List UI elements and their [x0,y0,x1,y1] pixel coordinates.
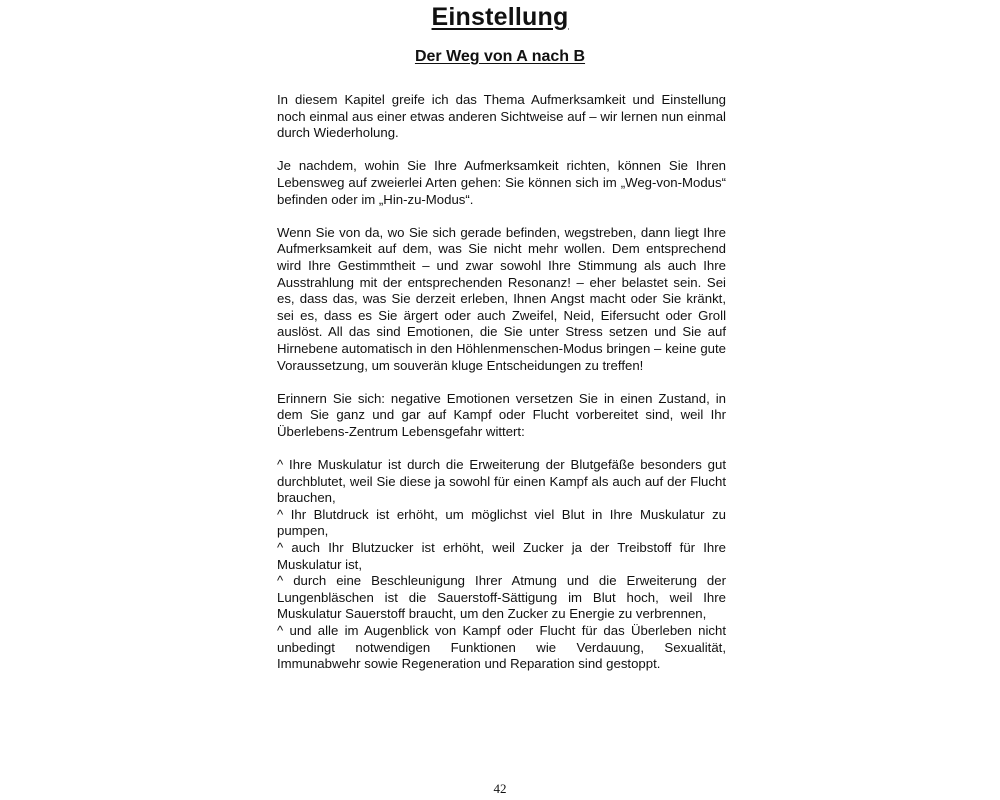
body-text [277,92,726,673]
list-item: ^ Ihr Blutdruck ist erhöht, um möglichst viel Blut in Ihre Muskulatur zu pumpen, [277,506,726,539]
section-subtitle: Der Weg von A nach B [414,48,586,65]
list-item: ^ durch eine Beschleunigung Ihrer Atmung und die Erweiterung der Lungenbläschen ist die Sauerstoff-Sättigung im Blut hoch, weil Ihre Muskulatur Sauerstoff braucht, um den Zucker zu Energie zu verbrennen, [277,573,726,622]
paragraph-weg-von: Wenn Sie von da, wo Sie sich gerade befinden, wegstreben, dann liegt Ihre Aufmerksamkeit auf dem, was Sie nicht mehr wollen. Dem entsprechend wird Ihre Gestimmtheit – und zwar sowohl Ihre Stimmung als auch Ihre Ausstrahlung mit der entsprechenden Resonanz! – eher belastet sein. Sei es, dass das, was Sie derzeit erleben, Ihnen Angst macht oder Sie kränkt, sei es, dass es Sie ärgert oder auch Zweifel, Neid, Eifersucht oder Groll auslöst. All das sind Emotionen, die Sie unter Stress setzen und Sie auf Hirnebene automatisch in den Höhlenmenschen-Modus bringen – keine gute Voraussetzung, um souverän kluge Entscheidungen zu treffen! [277,224,726,373]
paragraph-modes: Je nachdem, wohin Sie Ihre Aufmerksamkeit richten, können Sie Ihren Lebensweg auf zweierlei Arten gehen: Sie können sich im „Weg-von-Modus“ befinden oder im „Hin-zu-Modus“. [277,158,726,207]
paragraph-reminder: Erinnern Sie sich: negative Emotionen versetzen Sie in einen Zustand, in dem Sie ganz und gar auf Kampf oder Flucht vorbereitet sind, weil Ihr Überlebens-Zentrum Lebensgefahr wittert: [277,390,726,439]
list-item: ^ auch Ihr Blutzucker ist erhöht, weil Zucker ja der Treibstoff für Ihre Muskulatur ist, [277,540,726,572]
page-number: 42 [493,781,507,796]
page-title: Einstellung [431,3,569,31]
bullet-list [277,457,726,673]
list-item: ^ Ihre Muskulatur ist durch die Erweiterung der Blutgefäße besonders gut durchblutet, weil Sie diese ja sowohl für einen Kampf als auch auf der Flucht brauchen, [277,457,726,506]
list-item: ^ und alle im Augenblick von Kampf oder Flucht für das Überleben nicht unbedingt notwendigen Funktionen wie Verdauung, Sexualität, Immunabwehr sowie Regeneration und Reparation sind gestoppt. [277,623,726,672]
paragraph-intro: In diesem Kapitel greife ich das Thema Aufmerksamkeit und Einstellung noch einmal aus einer etwas anderen Sichtweise auf – wir lernen nun einmal durch Wiederholung. [277,92,726,141]
